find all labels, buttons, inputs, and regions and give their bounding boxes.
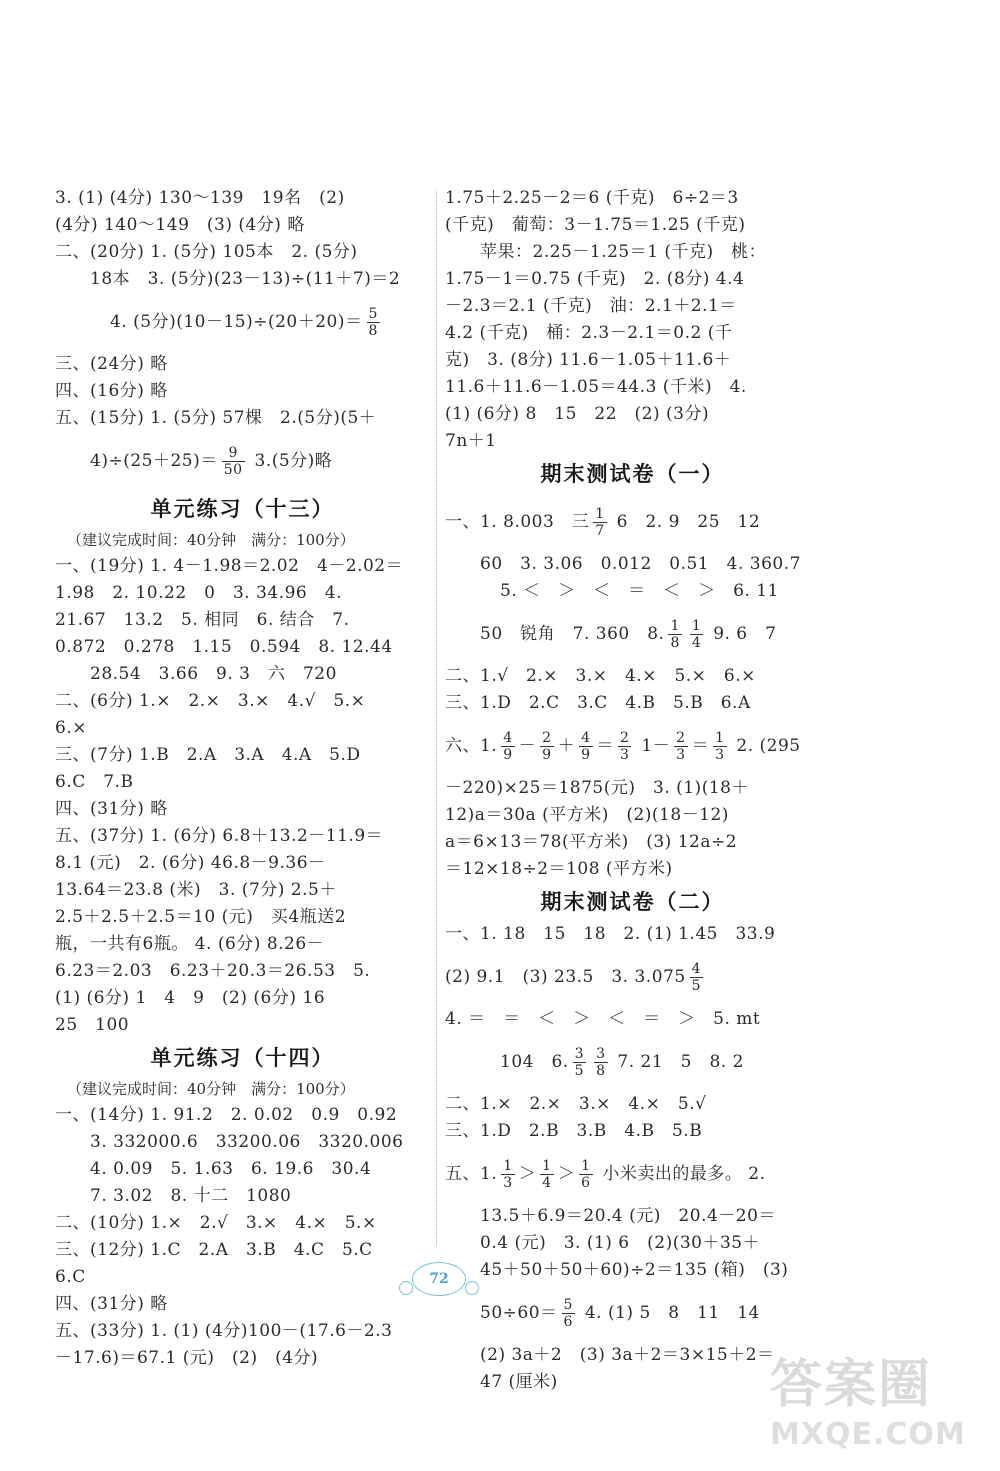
answer-line: 五、(33分) 1. (1) (4分)100－(17.6－2.3 <box>55 1321 393 1341</box>
answer-line: 三、1.D 2.C 3.C 4.B 5.B 6.A <box>445 693 751 713</box>
fraction: $\frac{2}{9}$ <box>542 730 552 763</box>
answer-line: 13.64＝23.8 (米) 3. (7分) 2.5＋ <box>55 880 337 900</box>
fraction: $\frac{1}{3}$ <box>503 1158 513 1191</box>
answer-line: (1) (6分) 8 15 22 (2) (3分) <box>445 404 710 424</box>
answer-line: 3. (1) (4分) 130～139 19名 (2) <box>55 188 345 208</box>
answer-line: ＝12×18÷2＝108 (平方米) <box>445 859 673 879</box>
fraction: $\frac{1}{8}$ <box>670 618 680 651</box>
section-heading: 单元练习（十三） <box>150 496 335 521</box>
answer-line: 三、(24分) 略 <box>55 354 168 374</box>
decor-circle-icon <box>399 1281 413 1295</box>
answer-line-fraction: (2) 9.1 (3) 23.5 3. 3.075 $\frac{4}{5}$ <box>445 961 702 994</box>
answer-line: 二、(6分) 1.× 2.× 3.× 4.√ 5.× <box>55 691 366 711</box>
answer-line: 苹果：2.25－1.25＝1 (千克) 桃： <box>480 242 767 262</box>
fraction: $\frac{5}{8}$ <box>368 306 378 339</box>
answer-line: 四、(16分) 略 <box>55 381 168 401</box>
answer-line: －2.3＝2.1 (千克) 油：2.1＋2.1＝ <box>445 296 737 316</box>
watermark-url: MXQE.COM <box>770 1417 966 1452</box>
answer-line: 三、(12分) 1.C 2.A 3.B 4.C 5.C <box>55 1240 373 1260</box>
answer-line: 1.75＋2.25－2＝6 (千克) 6÷2＝3 <box>445 188 739 208</box>
answer-line-fraction: 104 6. $\frac{3}{5}$ $\frac{3}{8}$ 7. 21 5 8. 2 <box>500 1046 744 1079</box>
answer-line: 4. ＝ ＝ ＜ ＞ ＜ ＝ ＞ 5. mt <box>445 1009 761 1029</box>
fraction: $\frac{3}{8}$ <box>596 1046 606 1079</box>
answer-line: 五、(37分) 1. (6分) 6.8＋13.2－11.9＝ <box>55 826 384 846</box>
answer-line: 4.2 (千克) 桶：2.3－2.1＝0.2 (千 <box>445 323 733 343</box>
answer-line: 0.872 0.278 1.15 0.594 8. 12.44 <box>55 637 393 657</box>
answer-line: 3. 332000.6 33200.06 3320.006 <box>90 1132 404 1152</box>
answer-line-fraction: 六、1. $\frac{4}{9}$ － $\frac{2}{9}$ ＋ $\frac{4}{9}$ ＝ $\frac{2}{3}$ 1－ $\frac{2}{3}$ ＝ $\frac{1}{3}$ 2. (295 <box>445 730 801 763</box>
answer-line-fraction: 50÷60＝ $\frac{5}{6}$ 4. (1) 5 8 11 14 <box>480 1297 760 1330</box>
answer-line: 1.98 2. 10.22 0 3. 34.96 4. <box>55 583 342 603</box>
answer-line: 五、(15分) 1. (5分) 57棵 2.(5分)(5＋ <box>55 408 377 428</box>
fraction: $\frac{4}{9}$ <box>581 730 591 763</box>
answer-line: a＝6×13＝78(平方米) (3) 12a÷2 <box>445 832 738 852</box>
answer-line: 25 100 <box>55 1015 130 1035</box>
section-note: （建议完成时间：40分钟 满分：100分） <box>67 531 355 549</box>
answer-line: －220)×25＝1875(元) 3. (1)(18＋ <box>445 778 749 798</box>
fraction: $\frac{5}{6}$ <box>563 1297 573 1330</box>
fraction: $\frac{4}{5}$ <box>691 961 702 994</box>
answer-line: (2) 3a＋2 (3) 3a＋2＝3×15＋2＝ <box>480 1345 775 1365</box>
answer-line: 二、1.× 2.× 3.× 4.× 5.√ <box>445 1094 707 1114</box>
answer-line: 8.1 (元) 2. (6分) 46.8－9.36－ <box>55 853 326 873</box>
answer-line: 二、(10分) 1.× 2.√ 3.× 4.× 5.× <box>55 1213 377 1233</box>
fraction: $\frac{1}{3}$ <box>715 730 725 763</box>
answer-line-fraction: 4. (5分)(10－15)÷(20＋20)＝ $\frac{5}{8}$ <box>110 306 378 339</box>
watermark-logo: 答案圈 <box>770 1355 933 1415</box>
fraction: $\frac{1}{7}$ <box>595 506 605 539</box>
column-divider <box>436 190 437 1245</box>
answer-line: 6.× <box>55 718 87 738</box>
answer-line: 一、(19分) 1. 4－1.98＝2.02 4－2.02＝ <box>55 556 404 576</box>
section-heading: 期末测试卷（二） <box>540 889 725 914</box>
fraction: $\frac{2}{3}$ <box>676 730 686 763</box>
answer-line: 2.5＋2.5＋2.5＝10 (元) 买4瓶送2 <box>55 907 347 927</box>
answer-line: 一、(14分) 1. 91.2 2. 0.02 0.9 0.92 <box>55 1105 398 1125</box>
answer-line: 瓶，一共有6瓶。 4. (6分) 8.26－ <box>55 934 325 954</box>
answer-line: 6.C 7.B <box>55 772 134 792</box>
decor-circle-icon <box>465 1281 479 1295</box>
section-note: （建议完成时间：40分钟 满分：100分） <box>67 1080 355 1098</box>
answer-line: －17.6)＝67.1 (元) (2) (4分) <box>55 1348 319 1368</box>
page-number: 72 <box>412 1262 466 1296</box>
answer-line: 三、(7分) 1.B 2.A 3.A 4.A 5.D <box>55 745 361 765</box>
answer-line: 21.67 13.2 5. 相同 6. 结合 7. <box>55 610 350 630</box>
answer-line-fraction: 一、1. 8.003 三 $\frac{1}{7}$ 6 2. 9 25 12 <box>445 506 761 539</box>
watermark <box>770 1355 995 1465</box>
fraction: $\frac{4}{9}$ <box>503 730 513 763</box>
answer-line: 0.4 (元) 3. (1) 6 (2)(30＋35＋ <box>480 1233 761 1253</box>
right-column <box>445 185 820 1396</box>
answer-line: 四、(31分) 略 <box>55 799 168 819</box>
answer-line: 18本 3. (5分)(23－13)÷(11＋7)＝2 <box>90 269 401 289</box>
fraction: $\frac{9}{50}$ <box>223 445 243 478</box>
answer-line: (千克) 葡萄：3－1.75＝1.25 (千克) <box>445 215 746 235</box>
fraction: $\frac{1}{4}$ <box>542 1158 552 1191</box>
answer-line: 12)a＝30a (平方米) (2)(18－12) <box>445 805 729 825</box>
answer-line: 6.23＝2.03 6.23＋20.3＝26.53 5. <box>55 961 371 981</box>
fraction: $\frac{3}{5}$ <box>574 1046 585 1079</box>
answer-line: 60 3. 3.06 0.012 0.51 4. 360.7 <box>480 554 801 574</box>
answer-line: 克) 3. (8分) 11.6－1.05＋11.6＋ <box>445 350 732 370</box>
answer-line: 三、1.D 2.B 3.B 4.B 5.B <box>445 1121 703 1141</box>
answer-line: 13.5＋6.9＝20.4 (元) 20.4－20＝ <box>480 1206 776 1226</box>
answer-line: 5. ＜ ＞ ＜ ＝ ＜ ＞ 6. 11 <box>500 581 779 601</box>
answer-line-fraction: 五、1. $\frac{1}{3}$ ＞ $\frac{1}{4}$ ＞ $\frac{1}{6}$ 小米卖出的最多。 2. <box>445 1158 766 1191</box>
answer-line: 一、1. 18 15 18 2. (1) 1.45 33.9 <box>445 924 776 944</box>
fraction: $\frac{1}{6}$ <box>581 1158 591 1191</box>
answer-line: 二、1.√ 2.× 3.× 4.× 5.× 6.× <box>445 666 756 686</box>
answer-line: (4分) 140～149 (3) (4分) 略 <box>55 215 305 235</box>
answer-line: 28.54 3.66 9. 3 六 720 <box>90 664 337 684</box>
left-column <box>55 185 430 1372</box>
answer-line: 4. 0.09 5. 1.63 6. 19.6 30.4 <box>90 1159 372 1179</box>
answer-line: 四、(31分) 略 <box>55 1294 168 1314</box>
section-heading: 单元练习（十四） <box>150 1045 335 1070</box>
answer-line: 7n＋1 <box>445 431 497 451</box>
answer-line-fraction: 50 锐角 7. 360 8. $\frac{1}{8}$ $\frac{1}{4}$ 9. 6 7 <box>480 618 777 651</box>
fraction: $\frac{2}{3}$ <box>620 730 630 763</box>
answer-line: 11.6＋11.6－1.05＝44.3 (千米) 4. <box>445 377 747 397</box>
answer-line: 45＋50＋50＋60)÷2＝135 (箱) (3) <box>480 1260 789 1280</box>
answer-line: 7. 3.02 8. 十二 1080 <box>90 1186 292 1206</box>
answer-line: (1) (6分) 1 4 9 (2) (6分) 16 <box>55 988 326 1008</box>
answer-line-fraction: 4)÷(25＋25)＝ $\frac{9}{50}$ 3.(5分)略 <box>90 445 333 478</box>
answer-line: 6.C <box>55 1267 86 1287</box>
section-heading: 期末测试卷（一） <box>540 461 725 486</box>
answer-line: 47 (厘米) <box>480 1372 558 1392</box>
answer-line: 1.75－1＝0.75 (千克) 2. (8分) 4.4 <box>445 269 745 289</box>
answer-line: 二、(20分) 1. (5分) 105本 2. (5分) <box>55 242 358 262</box>
fraction: $\frac{1}{4}$ <box>691 618 702 651</box>
